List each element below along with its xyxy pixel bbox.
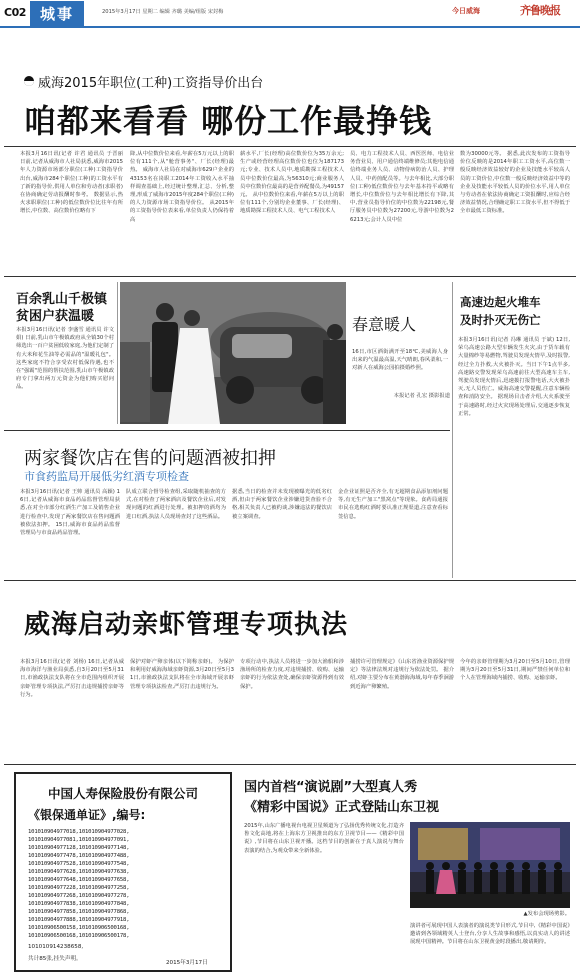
- photo-caption-2: ▲发布会现场剪影。: [523, 911, 570, 917]
- lead-col-3: 薪水平,厂长(经理)高位数价位为35万余元;生产或经营经理高位数价位也位为187173元;专业、技术人员中,地质勘探工程技术人员中位数价位最高,为56310元;商业服务人员中位数价位最高的是营养配餐员,为49157元。 从中位数价位来看,年薪在5万以上的职位有111个,分别均企业董事、厂长(经理)、地质勘探工程技术人员、电气工程技术人: [240, 151, 344, 215]
- fire-text: 本报3月16日讯(记者 冯琳 通讯员 于斌) 12日,荣乌高速公路大型车辆发生火灾,由于货车载有大量棉纱等易燃物,驾驶员发现火情早,及时报警,经过全力扑救,大火被扑灭。当日下午1点半多,高速路交警发现荣乌高速前往大型高速车主车,驾驶员发现火情后,迅速拨打报警电话,大火被扑灭,无人员伤亡。威海高速交警提醒,注意车辆检查和消防安全。 据现场目击者介绍,大火系驶至于高速路时,经过火灾现场处理后,交通逐步恢复正常。: [458, 337, 570, 417]
- kicker-bullet-icon: [24, 76, 34, 86]
- show-col-1: 2015年,山东广播电视台电视卫星频道为了弘扬优秀传统文化,打造齐鲁文化高地,将在上海东方卫视推出的东方卫视节目——《精彩中国说》,节目将在山东卫视开播。这档节目的创新在于真人演说与舞台表演的结合,为观众带来全新体验。: [244, 823, 404, 854]
- ad-number-row: 101010904977081,101010904977091,: [28, 837, 130, 843]
- fire-headline-1: 高速边起火堆车: [460, 295, 541, 309]
- ad-number-row: 101010904977648,101010904977658,: [28, 877, 130, 883]
- ad-note: 共计85张,挂失声明。: [28, 956, 82, 962]
- photo-byline: 本报记者 孔宏 摄影报道: [393, 393, 450, 399]
- show-headline-1: 国内首档“演说剧”大型真人秀: [244, 780, 418, 795]
- lead-divider: [4, 146, 576, 147]
- wedding-photo: [120, 282, 346, 424]
- newspaper-logo: 齐鲁晚报: [520, 4, 560, 17]
- shrimp-col-2: 保护对虾产卵亲体(以下简称亲虾)。 为保护和利用好威海海域亲虾资源,3月20日至5月31日,市渔政执法支队将在全市海域开展亲虾管理专项执法检查,严厉打击违规行为。: [130, 659, 234, 690]
- fire-headline-2: 及时扑灭无伤亡: [460, 313, 541, 327]
- section-divider-1: [4, 276, 576, 277]
- shrimp-col-3: 专项行动中,执法人员将进一步加大渔船和涉渔场所的检查力度,对违规捕捞、收购、运输亲虾的行为依法查处,确保亲虾资源得到有效保护。: [240, 659, 344, 690]
- ad-number-row: 101010904977888,101010904977918,: [28, 917, 130, 923]
- brand-name: 今日威海: [452, 7, 480, 15]
- ad-number-row: 101010904977528,101010904977548,: [28, 861, 130, 867]
- ad-date: 2015年3月17日: [166, 960, 208, 966]
- ad-number-row: 101010904977128,101010904977148,: [28, 845, 130, 851]
- lead-col-5: 数为30000元等。 据悉,此次发布的工资指导价位反映的是2014年职工工资水平,高位数一般反映经济效益较好的企业及技能水平较高人员的工资价位,中位数一般反映经济效益中等的企业及技能水平较低人员的价位水平,用人单位与劳动者在依法协商确定工资报酬时,应综合经济效益情况,合理确定职工工资水平,但不得低于全市最低工资标准。: [460, 151, 570, 215]
- wine-subhead: 市食药监局开展低劣红酒专项检查: [24, 470, 189, 483]
- wine-headline: 两家餐饮店在售的问题酒被扣押: [24, 448, 276, 469]
- section-divider-3: [4, 580, 576, 581]
- ad-number-list: [28, 828, 224, 940]
- column-divider: [117, 282, 118, 424]
- lead-col-4: 员、电力工程技术人员、西医医师、电信业务营业员、用户通信终端维修员;其他电信通信终端业务人员、动物侍病防治人员、护理人员、中药煎配员等。与去年相比,大部分职位(工种)低位数价位与去年基本持平或略有增长,中位数价位与去年相比增长有下降,其中,营业员指导价位的中位数为22198元,餐厅服务员中位数为27200元,导游中位数为26213元;会计人员中位: [350, 151, 454, 223]
- wine-col-2: 队成立联合督导检查组,采取随机抽查的方式,在对检查了两家酒店及餐饮企业后,对发现问题的红酒进行处理。被扣押的酒均为进口红酒,执法人员现场查封了这些酒品。: [126, 489, 226, 520]
- ad-number-row: 101010904977478,101010904977488,: [28, 853, 130, 859]
- shrimp-col-1: 本报3月16日讯(记者 刘杨) 16日,记者从威海市海洋与渔业局获悉,自3月20日至5月31日,市渔政执法支队将在全市范围内组织开展亲虾管理专项执法,严厉打击违规捕捞亲虾等行为。: [20, 659, 124, 698]
- ad-number-row: 101010904977628,101010904977638,: [28, 869, 130, 875]
- shrimp-col-4: 捕捞许可管理规定》《山东省渔业资源保护规定》等法律法规对违规行为依法处罚。 据介绍,对虾主要分布在黄渤海海域,每年春季洄游到近海产卵繁殖。: [350, 659, 454, 690]
- ad-number-row: 101010904977018,101010904977028,: [28, 829, 130, 835]
- wine-col-1: 本报3月16日讯(记者 王帅 通讯员 高颖) 16日,记者从威海市食品药品监督管理局获悉,在对全市部分红酒生产加工及销售企业进行检查中,发现了两家餐饮店在售问题酒被依法扣押。 15日,威海市食品药品监督管理局与市食品药品管理。: [20, 489, 120, 537]
- right-column-divider: [452, 282, 453, 578]
- photo-caption: 16日,市区酒街满开至18℃,美威海人身出来的气温最高温,天气晴朗,春风柔和,一对新人在威海公园拍摄婚纱照。: [352, 349, 448, 372]
- insurance-ad: [14, 772, 232, 972]
- poverty-headline-1: 百余乳山千极镇: [16, 292, 108, 307]
- section-divider-4: [4, 764, 576, 765]
- shrimp-col-5: 今年的亲虾管理期为3月20日至5月10日,管理期为3月20日至5月31日,期间严禁任何单位和个人在管理海域内捕捞、收购、运输亲虾。: [460, 659, 570, 682]
- ad-number-row: 101010904977268,101010904977278,: [28, 893, 130, 899]
- ad-number-row: 101010904977858,101010904977868,: [28, 909, 130, 915]
- ad-number-row: 101010904977228,101010904977258,: [28, 885, 130, 891]
- poverty-text: 本报3月16日讯(记者 李盛雪 通讯员 许文娟) 日前,乳山市午极镇政府从全镇30个村筛选出一百户贫困低收家庭,为他们定制了有大米和花生油等必需品的"温暖礼包"。 这些家庭不符合享受农村低保待遇,也不在"强霸"范围的帮扶范围,乳山市午极镇政府专门拿出两万元资金为他们购买慰问品。: [16, 327, 114, 391]
- lead-kicker: 威海2015年职位(工种)工资指导价出台: [38, 76, 264, 91]
- issue-meta: 2015年3月17日 星期二 编辑 齐璐 美编/组版 宋封梅: [102, 9, 224, 15]
- ad-number-row: 101010906500158,101010906500168,: [28, 925, 130, 931]
- show-headline-2: 《精彩中国说》正式登陆山东卫视: [244, 800, 440, 815]
- lead-col-1: 本报3月16日讯(记者 许君 通讯员 于晋丽 日前,记者从威海市人社局获悉,威海市2015年人力资源市场部分职位(工种)工资指导价出台,威海市284个职位(工种)的工资水平有了新的指导价,供用人单位和劳动者(求职者)在协商确定劳动报酬时参考。 数据显示,热火求职职位(工种)的低位数价位比往年有所增长,中位数、高位数价位略有下: [20, 151, 123, 215]
- wine-col-4: 金企业证照是否齐全,有无超期食品添加剂问题等,有无生产加工"黑窝点"等现象。食药局通报市民在选购红酒时要认准正规渠道,注意查看标签信息。: [338, 489, 448, 520]
- ad-number-row: 101010906500168,101010906500178,: [28, 933, 130, 939]
- shrimp-headline: 威海启动亲虾管理专项执法: [24, 610, 349, 640]
- photo-title: 春意暖人: [352, 315, 417, 334]
- poverty-headline-2: 贫困户获温暖: [16, 309, 95, 324]
- header-rule: [0, 26, 580, 28]
- show-col-2: 演讲者可展现中国人表演者的演说类节目形式,节目中,《精彩中国说》邀请到各领域精英人士登台,分享人生故事和感悟,以真实动人的讲述展现中国精神。节目将在山东卫视黄金时段播出,敬请期待。: [410, 923, 570, 946]
- ad-cert-title: 《银保通单证》,编号:: [28, 808, 146, 822]
- section-divider-2: [4, 430, 450, 431]
- ad-company: 中国人寿保险股份有限公司: [47, 786, 198, 801]
- section-label: 城事: [30, 1, 84, 26]
- ad-last-number: 101010914238658,: [28, 944, 84, 950]
- wine-col-3: 据悉,当日的检查并未发现被曝光的低劣红酒,但由于两家餐饮企业涉嫌进货查验不合格,相关负责人已被约谈,涉嫌违法的餐饮店被立案调查。: [232, 489, 332, 520]
- ad-number-row: 101010904977838,101010904977848,: [28, 901, 130, 907]
- lead-col-2: 降,从中位数价位来看,年薪在5万元以上的职位有111个,从"舱营事务"、厂长(经理)最热。 威海市人社局在对威海市629户企业的43153名在岗职工2014年工资收入水平抽样调查基础上,经过统计整理,汇总、分析,整理,形成了威海市2015年度284个职位(工种)的人力资源市场工资指导价位。 从2015年的工资指导价位表来看,单位负责人仍保持着高: [130, 151, 234, 223]
- page-code: C02: [4, 6, 26, 19]
- lead-headline: 咱都来看看 哪份工作最挣钱: [24, 102, 433, 140]
- press-conference-photo: [410, 822, 570, 908]
